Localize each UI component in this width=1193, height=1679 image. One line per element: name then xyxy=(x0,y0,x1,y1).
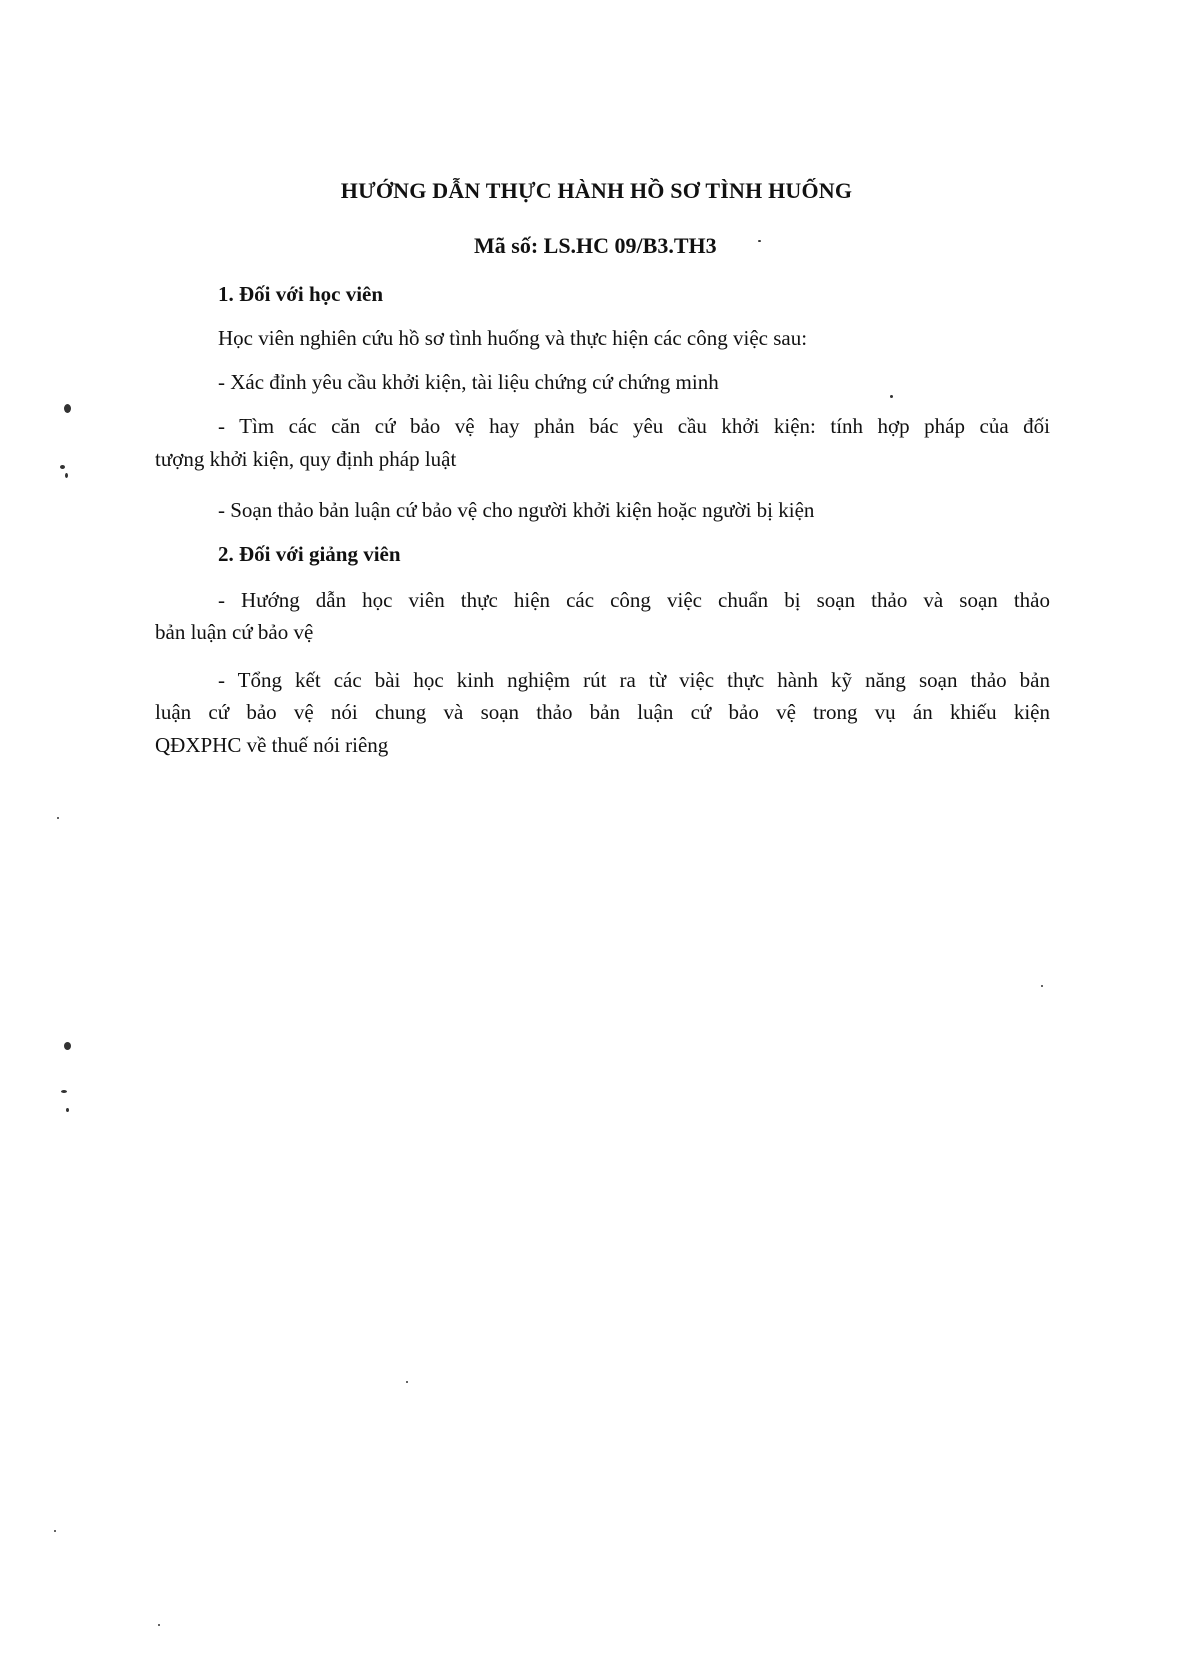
scan-mark xyxy=(64,1042,71,1050)
scan-mark xyxy=(57,817,59,819)
scan-mark xyxy=(64,404,71,413)
scan-mark xyxy=(1041,985,1043,987)
section2-item2-line1: - Tổng kết các bài học kinh nghiệm rút ra từ việc thực hành kỹ năng soạn thảo bản xyxy=(218,668,1050,692)
scan-mark xyxy=(890,395,893,398)
section2-item2-line3: QĐXPHC về thuế nói riêng xyxy=(155,733,389,757)
section1-item2-line1: - Tìm các căn cứ bảo vệ hay phản bác yêu cầu khởi kiện: tính hợp pháp của đối xyxy=(218,414,1050,438)
scan-mark xyxy=(66,1108,69,1112)
scan-mark xyxy=(60,465,65,469)
section2-item1-line1: - Hướng dẫn học viên thực hiện các công việc chuẩn bị soạn thảo và soạn thảo xyxy=(218,588,1050,612)
section1-heading: 1. Đối với học viên xyxy=(218,282,384,306)
section2-heading: 2. Đối với giảng viên xyxy=(218,542,401,566)
section2-item2-second xyxy=(155,700,1050,725)
document-title: HƯỚNG DẪN THỰC HÀNH HỒ SƠ TÌNH HUỐNG xyxy=(340,178,853,203)
document-code: Mã số: LS.HC 09/B3.TH3 xyxy=(474,233,717,258)
section1-item3: - Soạn thảo bản luận cứ bảo vệ cho người khởi kiện hoặc người bị kiện xyxy=(218,498,815,522)
section2-item2-first xyxy=(155,668,1050,693)
scan-mark xyxy=(158,1624,160,1626)
scan-mark xyxy=(406,1381,408,1383)
section2-item2-line2: luận cứ bảo vệ nói chung và soạn thảo bản luận cứ bảo vệ trong vụ án khiếu kiện xyxy=(155,700,1050,724)
section1-intro: Học viên nghiên cứu hồ sơ tình huống và thực hiện các công việc sau: xyxy=(218,326,808,350)
section1-item1: - Xác đỉnh yêu cầu khởi kiện, tài liệu chứng cứ chứng minh xyxy=(218,370,719,394)
section2-item1 xyxy=(155,588,1050,613)
scan-mark xyxy=(61,1090,67,1093)
section1-item2 xyxy=(155,414,1050,439)
section2-item1-line2: bản luận cứ bảo vệ xyxy=(155,620,314,644)
scan-mark xyxy=(65,473,68,478)
scan-mark xyxy=(758,240,761,242)
scan-mark xyxy=(54,1530,56,1532)
section1-item2-line2: tượng khởi kiện, quy định pháp luật xyxy=(155,447,457,471)
